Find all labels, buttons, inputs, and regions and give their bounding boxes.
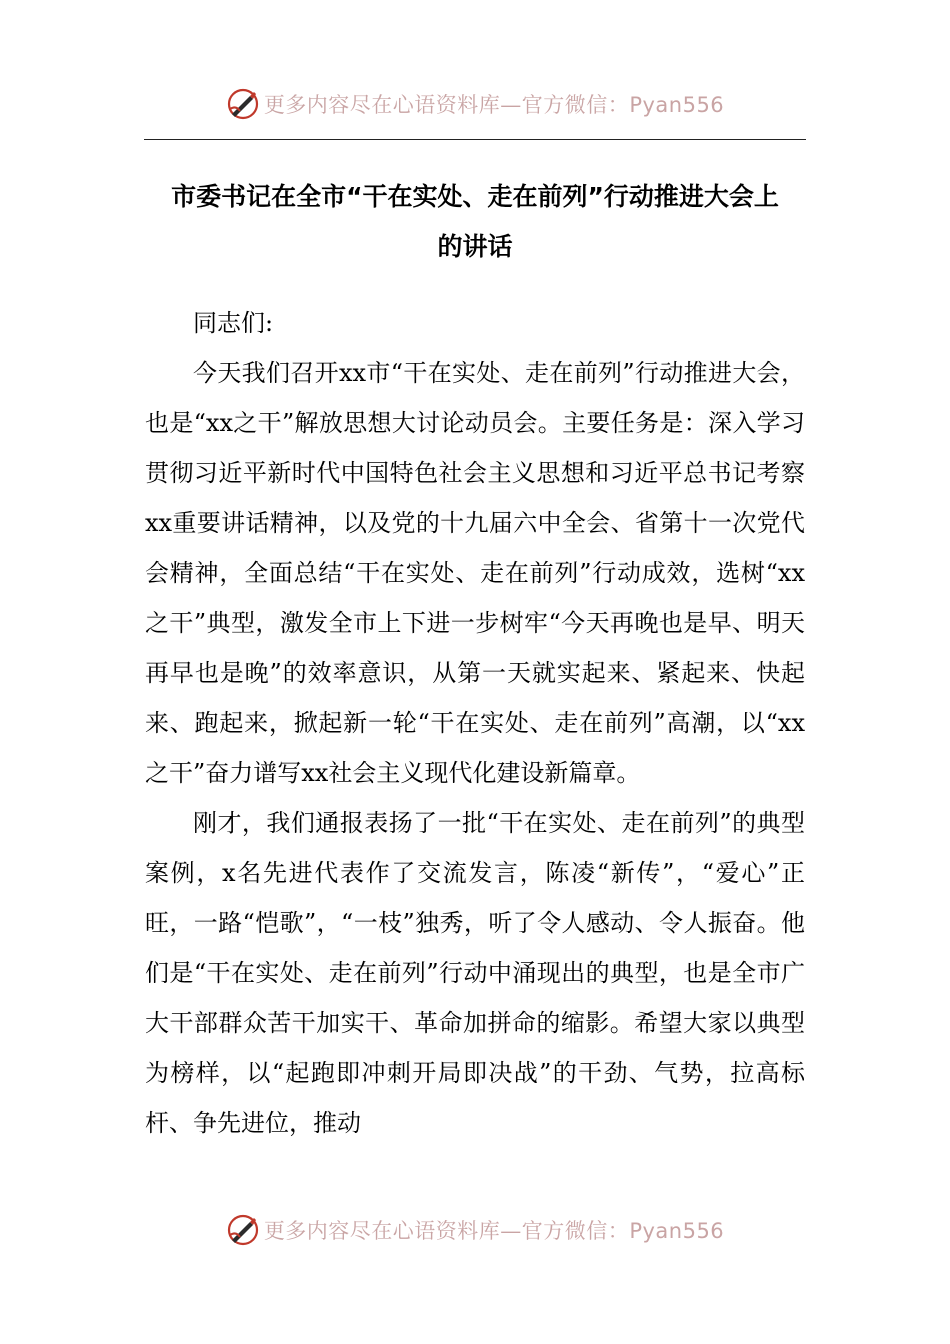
wechat-id: Pyan556 bbox=[629, 1219, 725, 1243]
paragraph-2: 刚才，我们通报表扬了一批“干在实处、走在前列”的典型案例，x名先进代表作了交流发言，陈凌“新传”，“爱心”正旺，一路“恺歌”，“一枝”独秀，听了令人感动、令人振奋。他们是“干在实处、走在前列”行动中涌现出的典型，也是全市广大干部群众苦干加实干、革命加拼命的缩影。希望大家以典型为榜样，以“起跑即冲刺开局即决战”的干劲、气势，拉高标杆、争先进位，推动 bbox=[145, 809, 805, 1137]
watermark-text: 更多内容尽在心语资料库—官方微信：Pyan556 bbox=[263, 1219, 725, 1243]
document-body bbox=[145, 298, 805, 1148]
pen-logo-icon bbox=[226, 87, 260, 121]
header-watermark bbox=[0, 84, 950, 124]
watermark-text: 更多内容尽在心语资料库—官方微信：Pyan556 bbox=[263, 93, 725, 117]
header-divider bbox=[144, 139, 806, 140]
pen-logo-icon bbox=[226, 1213, 260, 1247]
document-title bbox=[144, 172, 806, 272]
wechat-id: Pyan556 bbox=[629, 93, 725, 117]
title-line-1: 市委书记在全市“干在实处、走在前列”行动推进大会上 bbox=[171, 182, 779, 211]
title-line-2: 的讲话 bbox=[437, 232, 513, 261]
salutation: 同志们: bbox=[193, 309, 274, 337]
paragraph-1: 今天我们召开xx市“干在实处、走在前列”行动推进大会，也是“xx之干”解放思想大讨论动员会。主要任务是：深入学习贯彻习近平新时代中国特色社会主义思想和习近平总书记考察xx重要讲话精神，以及党的十九届六中全会、省第十一次党代会精神，全面总结“干在实处、走在前列”行动成效，选树“xx之干”典型，激发全市上下进一步树牢“今天再晚也是早、明天再早也是晚”的效率意识，从第一天就实起来、紧起来、快起来、跑起来，掀起新一轮“干在实处、走在前列”高潮，以“xx之干”奋力谱写xx社会主义现代化建设新篇章。 bbox=[145, 359, 805, 787]
footer-watermark bbox=[0, 1210, 950, 1250]
